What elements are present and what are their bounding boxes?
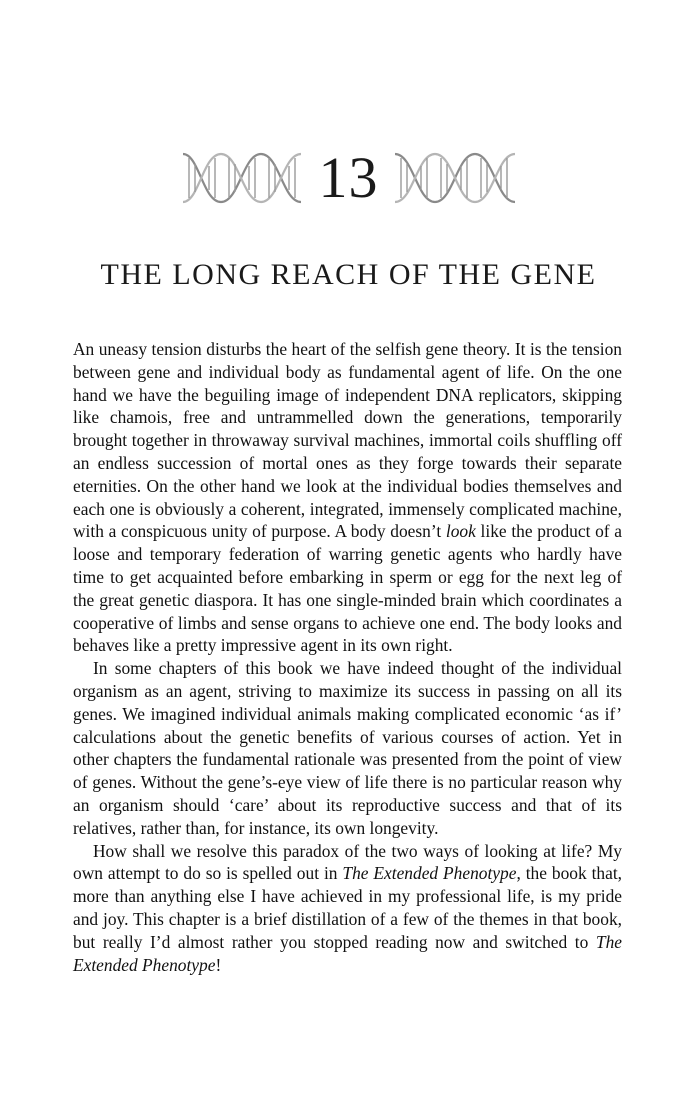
dna-helix-icon <box>389 148 517 208</box>
dna-helix-icon <box>181 148 309 208</box>
paragraph <box>73 657 622 839</box>
paragraph <box>73 338 622 657</box>
text-run: ! <box>215 954 222 975</box>
book-title-italic: The Extended Phenotype <box>342 863 517 884</box>
text-run: like the product of a loose and temporary federation of warring genetic agents who hardly have time to get acquainted before embarking in sperm or egg for the next leg of the great genetic diaspora. It has one single-minded brain which coordinates a cooperative of limbs and sense organs to achieve one end. The body looks and behaves like a pretty impressive agent in its own right. <box>73 521 623 656</box>
chapter-body <box>73 338 622 976</box>
italic-text-run: look <box>445 521 476 542</box>
text-run: In some chapters of this book we have indeed thought of the individual organism as an agent, striving to maximize its success in passing on all its genes. We imagined individual animals making complicated economic ‘as if’ calculations about the genetic benefits of various courses of action. Yet in other chapters the fundamental rationale was presented from the point of view of genes. Without the gene’s-eye view of life there is no particular reason why an organism should ‘care’ about its reproductive success and that of its relatives, rather than, for instance, its own longevity. <box>73 658 622 838</box>
text-run: How shall we resolve this paradox of the two ways of looking at life? My own attempt to do so is spelled out in <box>73 840 622 884</box>
chapter-heading <box>0 138 697 218</box>
text-run: , the book that, more than anything else I have achieved in my professional life, is my pride and joy. This chapter is a brief distillation of a few of the themes in that book, but really I’d almost rather you stopped reading now and switched to <box>73 863 623 952</box>
chapter-title: THE LONG REACH OF THE GENE <box>100 258 597 291</box>
chapter-number: 13 <box>318 145 379 210</box>
book-title-italic: The Extended Phenotype <box>73 931 622 975</box>
paragraph <box>73 840 622 977</box>
text-run: An uneasy tension disturbs the heart of the selfish gene theory. It is the tension between gene and individual body as fundamental agent of life. On the one hand we have the beguiling image of independent DNA replicators, skipping like chamois, free and untrammelled down the generations, temporarily brought together in throwaway survival machines, immortal coils shuffling off an endless succession of mortal ones as they forge towards their separate eternities. On the other hand we look at the individual bodies themselves and each one is obviously a coherent, integrated, immensely complicated machine, with a conspicuous unity of purpose. A body doesn’t <box>73 339 622 542</box>
